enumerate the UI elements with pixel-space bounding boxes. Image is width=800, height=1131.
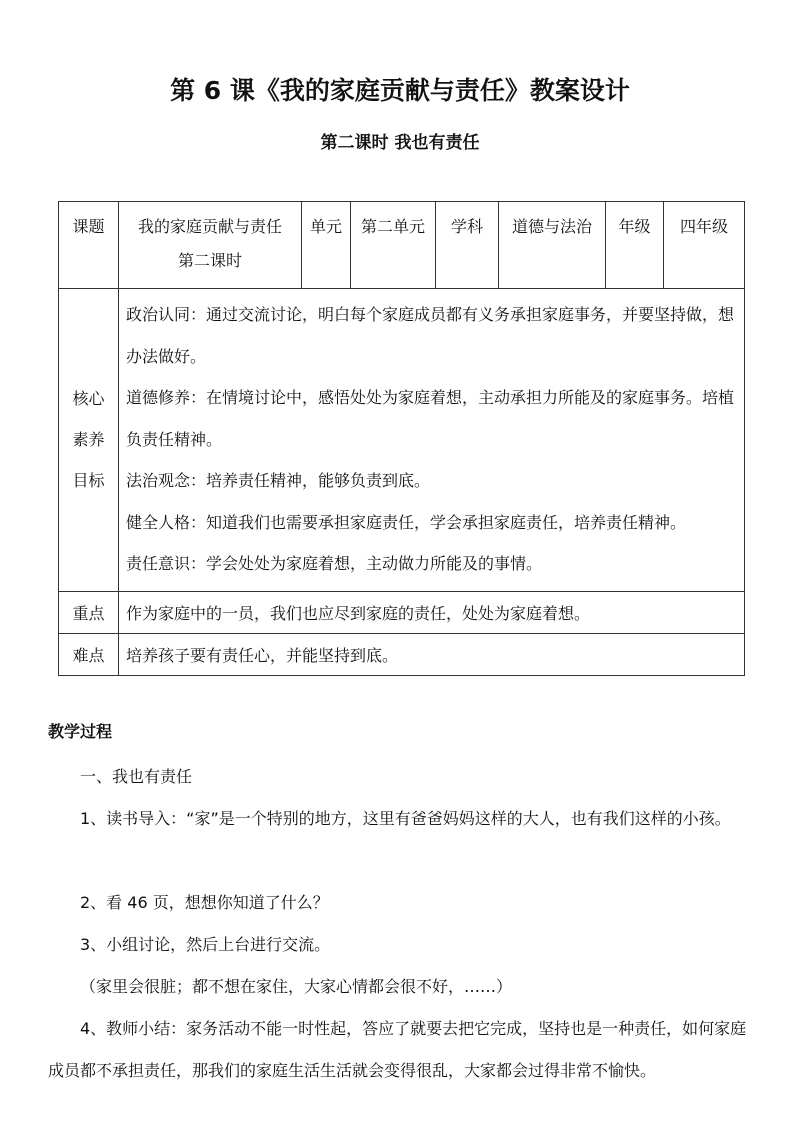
- document-title: 第 6 课《我的家庭贡献与责任》教案设计: [170, 76, 630, 105]
- goals-content: [119, 289, 745, 592]
- difficulty-value: 培养孩子要有责任心，并能坚持到底。: [119, 633, 745, 675]
- goal-political: 政治认同：通过交流讨论，明白每个家庭成员都有义务承担家庭事务，并要坚持做，想办法做好。: [126, 305, 735, 366]
- goal-moral: 道德修养：在情境讨论中，感悟处处为家庭着想，主动承担力所能及的家庭事务。培植负责任精神。: [126, 388, 735, 449]
- goal-personality: 健全人格：知道我们也需要承担家庭责任，学会承担家庭责任，培养责任精神。: [126, 512, 687, 532]
- difficulty-label: 难点: [59, 633, 119, 675]
- course-label: 课题: [59, 202, 119, 289]
- table-row-difficulty: [59, 633, 745, 675]
- process-item-1: 1、读书导入：“家”是一个特别的地方，这里有爸爸妈妈这样的大人，也有我们这样的小孩。: [80, 809, 731, 828]
- goal-legal: 法治观念：培养责任精神，能够负责到底。: [126, 471, 431, 490]
- table-row-header: [59, 202, 745, 289]
- table-row-goals: [59, 289, 745, 592]
- course-value-line2: 第二课时: [177, 251, 242, 270]
- course-value-line1: 我的家庭贡献与责任: [137, 217, 282, 236]
- goals-label: [59, 289, 119, 592]
- goal-responsibility: 责任意识：学会处处为家庭着想，主动做力所能及的事情。: [126, 554, 543, 573]
- goals-label-line1: 核心: [72, 389, 105, 409]
- unit-value: 第二单元: [351, 202, 436, 289]
- subject-value: 道德与法治: [499, 202, 606, 289]
- subject-label: 学科: [436, 202, 499, 289]
- key-value: 作为家庭中的一员，我们也应尽到家庭的责任，处处为家庭着想。: [119, 591, 745, 633]
- process-item-2: 2、看 46 页，想想你知道了什么？: [80, 893, 329, 912]
- grade-label: 年级: [606, 202, 664, 289]
- goals-label-line3: 目标: [72, 471, 105, 491]
- document-subtitle: 第二课时 我也有责任: [320, 133, 480, 153]
- process-item-3-note: （家里会很脏；都不想在家住，大家心情都会很不好，……）: [80, 977, 513, 996]
- goals-label-line2: 素养: [72, 430, 105, 450]
- unit-label: 单元: [302, 202, 351, 289]
- key-label: 重点: [59, 591, 119, 633]
- process-item-3: 3、小组讨论，然后上台进行交流。: [80, 935, 331, 954]
- table-row-key: [59, 591, 745, 633]
- process-heading: 教学过程: [48, 722, 113, 741]
- process-item-4: 4、教师小结：家务活动不能一时性起，答应了就要去把它完成，坚持也是一种责任，如何家庭成员都不承担责任，那我们的家庭生活生活就会变得很乱，大家都会过得非常不愉快。: [48, 1019, 747, 1080]
- course-value: [119, 202, 302, 289]
- lesson-info-table: [58, 201, 745, 676]
- grade-value: 四年级: [664, 202, 745, 289]
- process-section-1: 一、我也有责任: [80, 767, 193, 786]
